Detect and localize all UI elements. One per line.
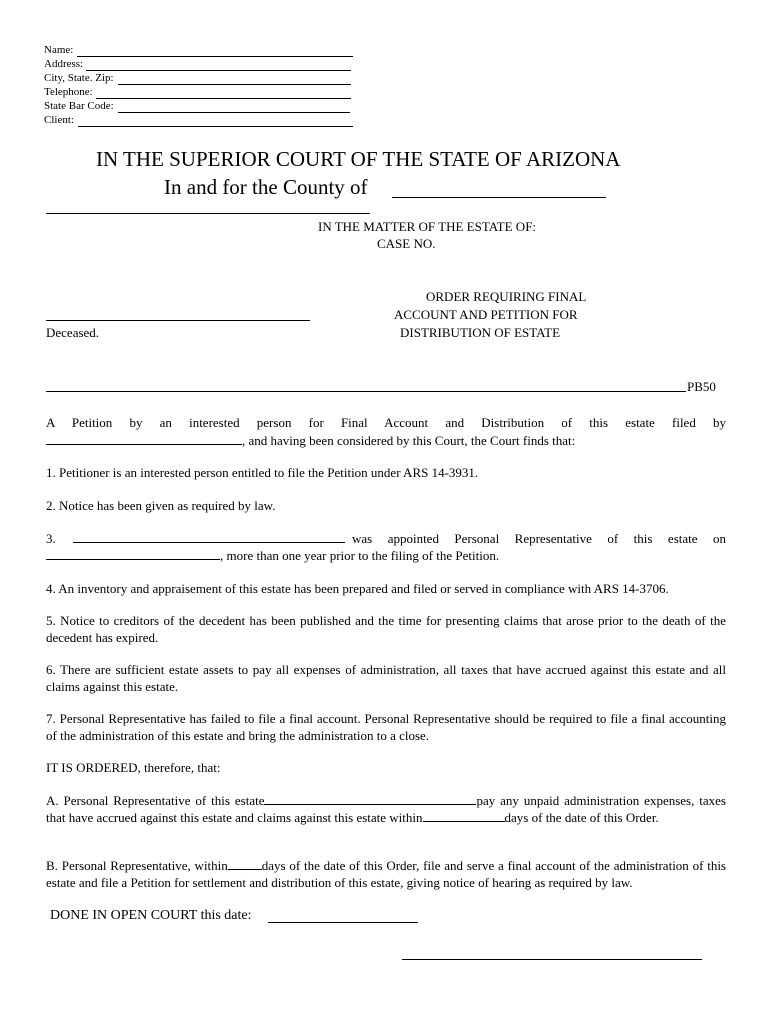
county-prefix: In and for the County of [164, 175, 368, 199]
client-label: Client: [44, 114, 74, 126]
court-title: IN THE SUPERIOR COURT OF THE STATE OF ARIZONA [96, 147, 621, 171]
separator-line [46, 391, 686, 392]
order-b-days-field[interactable] [228, 858, 262, 870]
order-b-text-2: days of the date of this Order, file and serve a final account of the administration of this estate and file a Petition for settlement and distribution of this estate, giving notice of hearing as required by law. [46, 858, 726, 890]
finding-3-text: was appointed Personal Representative of this estate on [352, 531, 726, 546]
address-label: Address: [44, 58, 84, 70]
order-a-text-2: pay any unpaid administration expenses, taxes that have accrued against this estate and claims against this estate within [46, 793, 726, 825]
order-title-line1: ORDER REQUIRING FINAL [426, 289, 587, 304]
city-state-zip-field[interactable] [118, 84, 351, 85]
finding-3-number: 3. [46, 531, 56, 546]
finding-3-line1 [46, 530, 726, 547]
state-bar-code-label: State Bar Code: [44, 100, 114, 112]
finding-5: 5. Notice to creditors of the decedent has been published and the time for presenting claims that arose prior to the death of the decedent has expired. [46, 613, 726, 645]
order-a [46, 792, 726, 826]
case-no-label: CASE NO. [377, 236, 436, 251]
order-title-line2: ACCOUNT AND PETITION FOR [394, 307, 578, 322]
state-bar-code-field[interactable] [118, 112, 350, 113]
appointment-date-field[interactable] [46, 548, 220, 560]
order-b-text-1: B. Personal Representative, within [46, 858, 228, 873]
name-field[interactable] [77, 56, 353, 57]
city-state-zip-label: City, State. Zip: [44, 72, 114, 84]
telephone-label: Telephone: [44, 86, 93, 98]
order-a-text-3: days of the date of this Order. [504, 810, 659, 825]
intro-line1: A Petition by an interested person for Final Account and Distribution of this estate filed by [46, 415, 726, 430]
matter-heading: IN THE MATTER OF THE ESTATE OF: [318, 219, 537, 234]
county-field[interactable] [392, 197, 606, 198]
finding-2: 2. Notice has been given as required by law. [46, 498, 276, 513]
finding-4: 4. An inventory and appraisement of this estate has been prepared and filed or served in compliance with ARS 14-3706. [46, 581, 669, 596]
done-in-open-court: DONE IN OPEN COURT this date: [50, 908, 252, 923]
deceased-label: Deceased. [46, 325, 100, 340]
order-a-representative-field[interactable] [264, 793, 476, 805]
address-field[interactable] [86, 70, 351, 71]
deceased-line[interactable] [46, 320, 310, 321]
petitioner-field[interactable] [46, 433, 242, 445]
done-date-field[interactable] [268, 922, 418, 923]
order-a-days-field[interactable] [423, 810, 505, 822]
telephone-field[interactable] [96, 98, 351, 99]
finding-6: 6. There are sufficient estate assets to pay all expenses of administration, all taxes that have accrued against this estate and all claims against this estate. [46, 662, 726, 694]
intro-line2-text: , and having been considered by this Court, the Court finds that: [242, 433, 576, 448]
finding-1: 1. Petitioner is an interested person entitled to file the Petition under ARS 14-3931. [46, 465, 479, 480]
order-b [46, 857, 726, 891]
order-a-text-1: A. Personal Representative of this estate [46, 793, 265, 808]
representative-name-field[interactable] [73, 531, 345, 543]
name-label: Name: [44, 44, 74, 56]
client-field[interactable] [78, 126, 353, 127]
finding-7: 7. Personal Representative has failed to file a final account. Personal Representative should be required to file a final accounting of the administration of this estate and bring the administration to a close. [46, 711, 726, 743]
form-code: PB50 [687, 379, 716, 394]
intro-line2 [46, 432, 726, 449]
estate-name-line[interactable] [46, 213, 370, 214]
finding-3-line2 [46, 547, 726, 564]
order-title-line3: DISTRIBUTION OF ESTATE [400, 325, 561, 340]
judge-signature-line[interactable] [402, 959, 702, 960]
ordered-heading: IT IS ORDERED, therefore, that: [46, 760, 221, 775]
finding-3-line2-text: , more than one year prior to the filing of the Petition. [220, 548, 500, 563]
